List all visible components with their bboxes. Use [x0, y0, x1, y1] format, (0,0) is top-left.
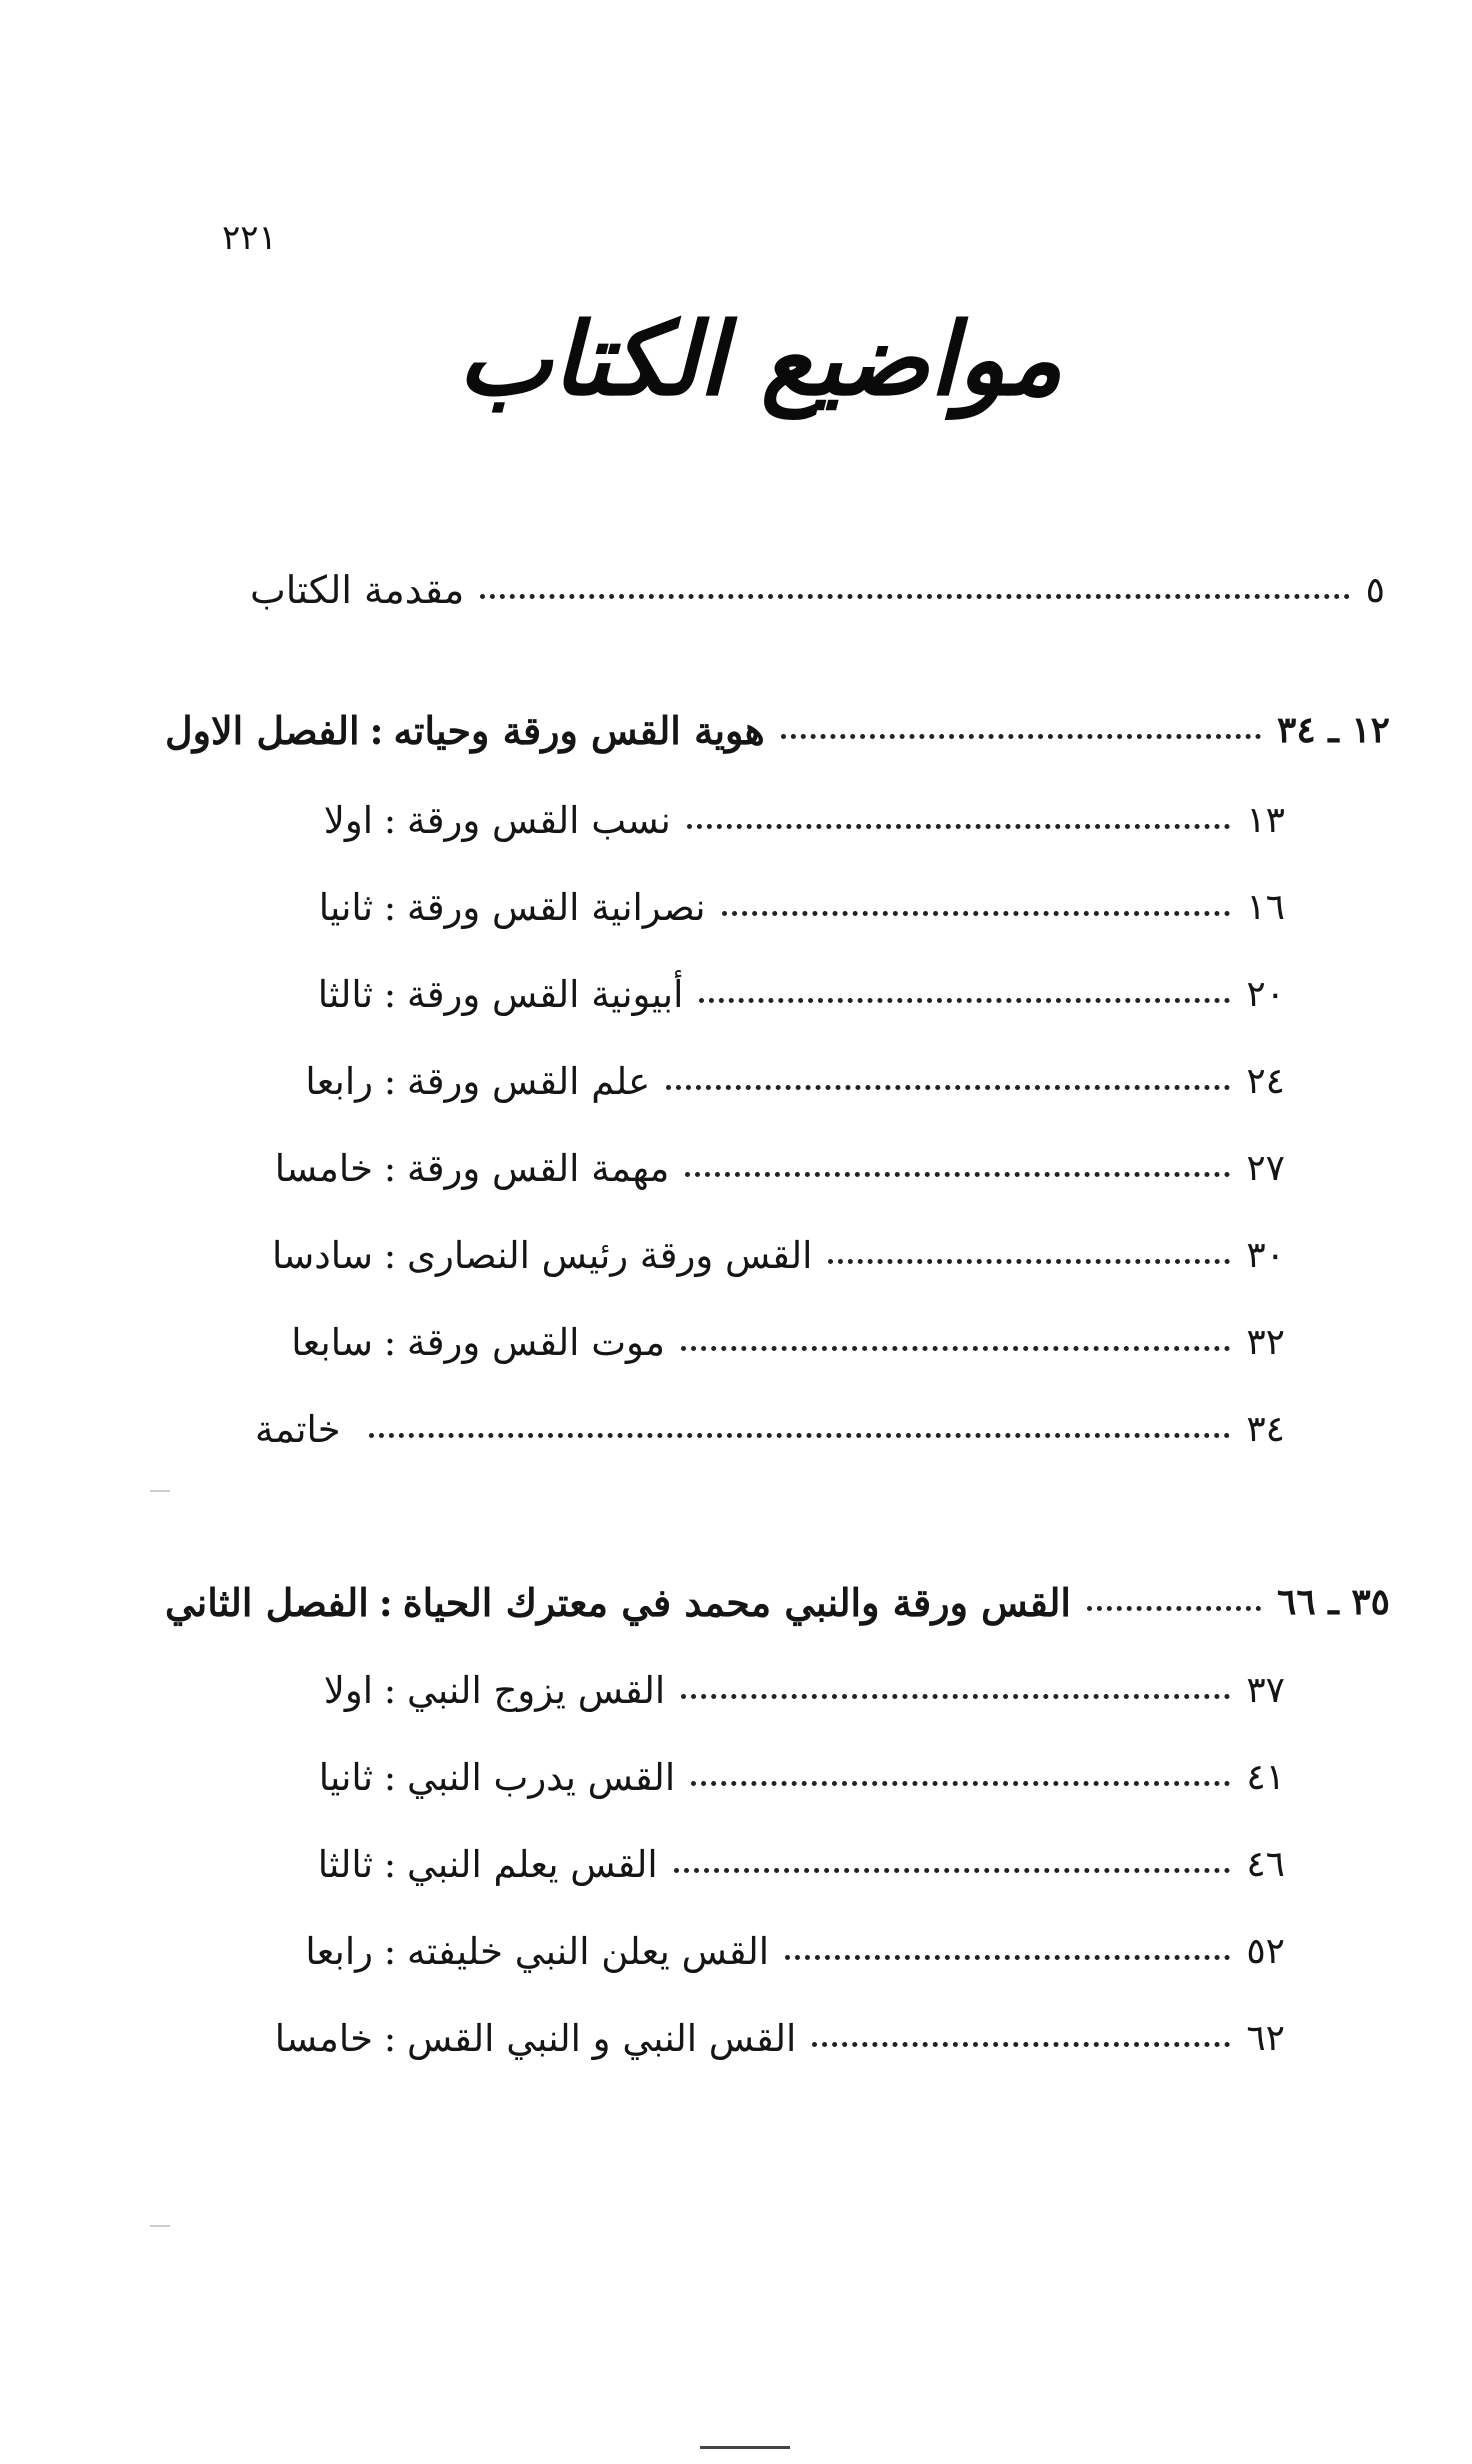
toc-section[interactable]	[255, 790, 1285, 850]
dot-leader	[687, 824, 1230, 829]
section-prefix: اولا	[323, 798, 373, 842]
section-prefix: ثالثا	[317, 1842, 373, 1886]
section-title: القس يزوج النبي	[407, 1668, 666, 1712]
separator: :	[383, 1059, 397, 1103]
section-prefix: خامسا	[274, 2016, 373, 2060]
toc-section-conclusion[interactable]	[255, 1399, 1285, 1459]
toc-page-range: ٣٥ ـ ٦٦	[1277, 1581, 1390, 1623]
toc-section[interactable]	[255, 1921, 1285, 1981]
section-prefix: سادسا	[271, 1233, 373, 1277]
section-title: مهمة القس ورقة	[407, 1146, 670, 1190]
dot-leader	[781, 734, 1261, 739]
section-prefix: ثانيا	[318, 885, 373, 929]
section-title: القس النبي و النبي القس	[407, 2016, 797, 2060]
toc-section[interactable]	[255, 1051, 1285, 1111]
toc-page-number: ٥٢	[1246, 1930, 1285, 1972]
margin-mark	[150, 2225, 170, 2227]
toc-page-number: ٣٧	[1246, 1669, 1285, 1711]
dot-leader	[691, 1781, 1230, 1786]
toc-page-number: ٦٢	[1246, 2017, 1285, 2059]
toc-section[interactable]	[255, 1747, 1285, 1807]
separator: :	[369, 707, 384, 753]
separator: :	[378, 1579, 393, 1625]
section-prefix: رابعا	[305, 1059, 373, 1103]
separator: :	[383, 798, 397, 842]
section-title: خاتمة	[255, 1407, 341, 1451]
dot-leader	[480, 594, 1349, 599]
section-prefix: خامسا	[274, 1146, 373, 1190]
section-title: نسب القس ورقة	[407, 798, 671, 842]
section-prefix: رابعا	[305, 1929, 373, 1973]
page-footer-mark	[700, 2446, 790, 2455]
separator: :	[383, 1146, 397, 1190]
section-prefix: ثالثا	[317, 972, 373, 1016]
toc-chapter-heading[interactable]	[165, 700, 1390, 760]
section-title: نصرانية القس ورقة	[407, 885, 706, 929]
toc-section[interactable]	[255, 1834, 1285, 1894]
dot-leader	[681, 1346, 1230, 1351]
page-title: مواضيع الكتاب	[457, 300, 1063, 418]
separator: :	[383, 1233, 397, 1277]
section-prefix: سابعا	[291, 1320, 373, 1364]
chapter-title: القس ورقة والنبي محمد في معترك الحياة	[402, 1579, 1071, 1625]
margin-mark	[150, 1490, 170, 1492]
section-title: علم القس ورقة	[407, 1059, 651, 1103]
separator: :	[383, 1929, 397, 1973]
separator: :	[383, 2016, 397, 2060]
toc-section[interactable]	[255, 1312, 1285, 1372]
separator: :	[383, 1320, 397, 1364]
toc-page-number: ٥	[1365, 569, 1385, 611]
toc-page-number: ١٦	[1246, 886, 1285, 928]
toc-section[interactable]	[255, 1660, 1285, 1720]
dot-leader	[369, 1433, 1231, 1438]
toc-page-number: ٢٤	[1246, 1060, 1285, 1102]
dot-leader	[666, 1085, 1230, 1090]
toc-page-number: ٣٤	[1246, 1408, 1285, 1450]
dot-leader	[681, 1694, 1230, 1699]
separator: :	[383, 1755, 397, 1799]
section-title: أبيونية القس ورقة	[407, 972, 684, 1016]
dot-leader	[785, 1955, 1230, 1960]
toc-entry-label: مقدمة الكتاب	[250, 568, 465, 612]
section-title: القس يدرب النبي	[407, 1755, 676, 1799]
section-title: القس ورقة رئيس النصارى	[407, 1233, 813, 1277]
separator: :	[383, 885, 397, 929]
toc-section[interactable]	[255, 2008, 1285, 2068]
toc-page-number: ٤١	[1246, 1756, 1285, 1798]
toc-page-number: ٢٠	[1246, 973, 1285, 1015]
toc-section[interactable]	[255, 1138, 1285, 1198]
toc-entry-intro[interactable]	[250, 560, 1385, 620]
page-number: ٢٢١	[222, 218, 277, 258]
dot-leader	[722, 911, 1231, 916]
separator: :	[383, 1842, 397, 1886]
toc-chapter-heading[interactable]	[165, 1572, 1390, 1632]
separator: :	[383, 1668, 397, 1712]
section-title: القس يعلن النبي خليفته	[407, 1929, 770, 1973]
dot-leader	[674, 1868, 1231, 1873]
separator: :	[383, 972, 397, 1016]
section-prefix: اولا	[323, 1668, 373, 1712]
dot-leader	[699, 998, 1230, 1003]
dot-leader	[685, 1172, 1230, 1177]
toc-page-number: ٣٠	[1246, 1234, 1285, 1276]
toc-page-range: ١٢ ـ ٣٤	[1277, 709, 1390, 751]
toc-section[interactable]	[255, 877, 1285, 937]
dot-leader	[812, 2042, 1230, 2047]
chapter-prefix: الفصل الاول	[165, 707, 360, 753]
chapter-title: هوية القس ورقة وحياته	[393, 707, 765, 753]
section-prefix: ثانيا	[318, 1755, 373, 1799]
toc-page-number: ٢٧	[1246, 1147, 1285, 1189]
section-title: القس يعلم النبي	[407, 1842, 658, 1886]
toc-page-number: ٣٢	[1246, 1321, 1285, 1363]
dot-leader	[1087, 1606, 1261, 1611]
dot-leader	[828, 1259, 1230, 1264]
section-title: موت القس ورقة	[407, 1320, 665, 1364]
toc-section[interactable]	[255, 1225, 1285, 1285]
toc-page-number: ٤٦	[1246, 1843, 1285, 1885]
toc-page-number: ١٣	[1246, 799, 1285, 841]
chapter-prefix: الفصل الثاني	[165, 1579, 369, 1625]
toc-section[interactable]	[255, 964, 1285, 1024]
